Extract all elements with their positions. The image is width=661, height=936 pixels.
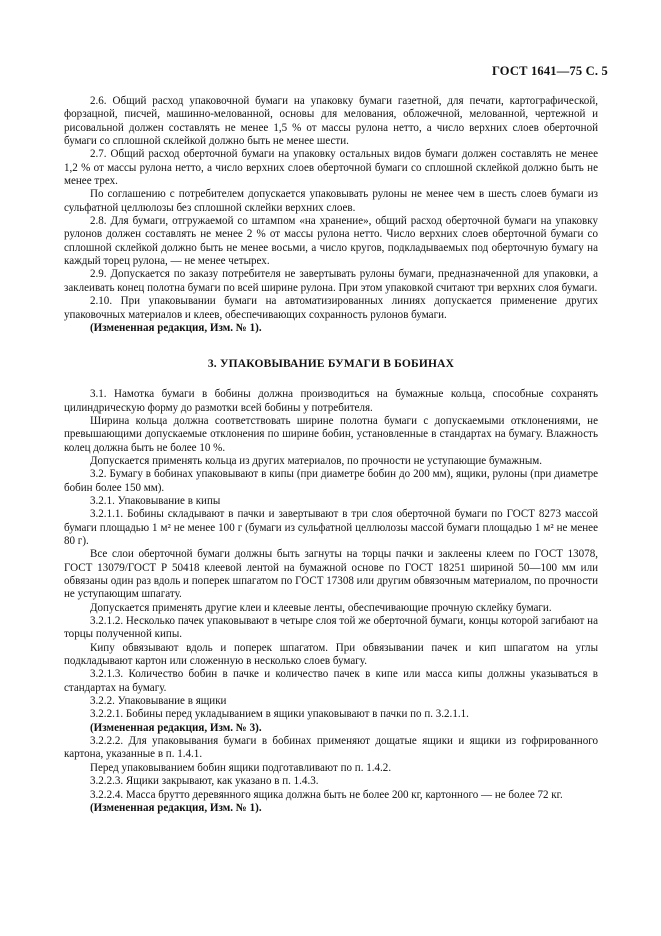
amendment-note-1: (Измененная редакция, Изм. № 1). <box>90 321 262 334</box>
paragraph-2-9: 2.9. Допускается по заказу потребителя не завертывать рулоны бумаги, предназначенной для упаковки, а заклеивать конец полотна бумаги по всей ширине рулона. При этом упаковкой считают три верхних слоя бумаги. <box>64 268 598 294</box>
paragraph-2-7-agreement: По соглашению с потребителем допускается упаковывать рулоны не менее чем в шесть слоев бумаги из сульфатной целлюлозы без сплошной склейки верхних слоев. <box>64 188 598 214</box>
paragraph-3-2-1-1-layers: Все слои оберточной бумаги должны быть загнуты на торцы пачки и заклеены клеем по ГОСТ 13078, ГОСТ 13079/ГОСТ Р 50418 клеевой лентой на бумажной основе по ГОСТ 18251 шириной 50—100 мм или обвязаны один раз вдоль и поперек шпагатом по ГОСТ 17308 или другим обвязочным материалом, по прочности не уступающим шпагату. <box>64 548 598 601</box>
paragraph-2-6: 2.6. Общий расход упаковочной бумаги на упаковку бумаги газетной, для печати, картографической, форзацной, писчей, машинно-мелованной, основы для мелования, обложечной, мелованной, чертежной и рисовальной должен составлять не менее 1,5 % от массы рулона нетто, а число верхних слоев оберточной бумаги со сплошной склейкой должно быть не менее шести. <box>64 95 598 148</box>
amendment-note-3: (Измененная редакция, Изм. № 3). <box>90 721 262 734</box>
paragraph-3-2-2-2: 3.2.2.2. Для упаковывания бумаги в бобинах применяют дощатые ящики и ящики из гофрированного картона, указанные в п. 1.4.1. <box>64 735 598 761</box>
page-content <box>64 95 598 815</box>
amendment-note-1b: (Измененная редакция, Изм. № 1). <box>90 801 262 814</box>
paragraph-3-1-width: Ширина кольца должна соответствовать ширине полотна бумаги с допускаемыми отклонениями, не превышающими допускаемые отклонения по ширине бобин, установленные в стандартах на бумагу. Влажность колец должна быть не более 10 %. <box>64 414 598 454</box>
paragraph-3-2-2-2-prep: Перед упаковыванием бобин ящики подготавливают по п. 1.4.2. <box>90 761 392 774</box>
paragraph-3-2-1-1-glues: Допускается применять другие клеи и клеевые ленты, обеспечивающие прочную склейку бумаги. <box>90 601 552 614</box>
paragraph-2-8: 2.8. Для бумаги, отгружаемой со штампом «на хранение», общий расход оберточной бумаги на упаковку рулонов должен составлять не менее 2 % от массы рулона нетто. Число верхних слоев оберточной бумаги со сплошной склейкой должно быть не менее восьми, а число кругов, подкладываемых под оберточную бумагу на каждый торец рулона, — не менее четырех. <box>64 215 598 268</box>
paragraph-3-2-2-4: 3.2.2.4. Масса брутто деревянного ящика должна быть не более 200 кг, картонного — не более 72 кг. <box>90 788 563 801</box>
paragraph-3-2-2-3: 3.2.2.3. Ящики закрывают, как указано в п. 1.4.3. <box>90 775 319 788</box>
paragraph-2-10: 2.10. При упаковывании бумаги на автоматизированных линиях допускается применение других упаковочных материалов и клеев, обеспечивающих сохранность рулонов бумаги. <box>64 295 598 321</box>
paragraph-3-2-2: 3.2.2. Упаковывание в ящики <box>90 695 227 708</box>
section-3-title: 3. УПАКОВЫВАНИЕ БУМАГИ В БОБИНАХ <box>207 358 455 371</box>
paragraph-3-2: 3.2. Бумагу в бобинах упаковывают в кипы (при диаметре бобин до 200 мм), ящики, рулоны (при диаметре бобин более 150 мм). <box>64 468 598 494</box>
paragraph-3-2-1-1: 3.2.1.1. Бобины складывают в пачки и завертывают в три слоя оберточной бумаги по ГОСТ 8273 массой бумаги площадью 1 м² не менее 100 г (бумаги из сульфатной целлюлозы массой бумаги площадью 1 м² не менее 80 г). <box>64 508 598 547</box>
paragraph-3-2-1: 3.2.1. Упаковывание в кипы <box>90 494 221 507</box>
paragraph-2-7: 2.7. Общий расход оберточной бумаги на упаковку остальных видов бумаги должен составлять не менее 1,2 % от массы рулона нетто, а число верхних слоев оберточной бумаги со сплошной склейкой должно быть не менее трех. <box>64 148 598 188</box>
paragraph-3-2-1-2-twine: Кипу обвязывают вдоль и поперек шпагатом. При обвязывании пачек и кип шпагатом на углы подкладывают картон или сложенную в несколько слоев бумагу. <box>64 641 598 668</box>
paragraph-3-1: 3.1. Намотка бумаги в бобины должна производиться на бумажные кольца, способные сохранять цилиндрическую форму до размотки всей бобины у потребителя. <box>64 388 598 414</box>
paragraph-3-1-rings: Допускается применять кольца из других материалов, по прочности не уступающие бумажным. <box>90 454 543 467</box>
paragraph-3-2-1-2: 3.2.1.2. Несколько пачек упаковывают в четыре слоя той же оберточной бумаги, концы которой загибают на торцы полученной кипы. <box>64 615 598 641</box>
paragraph-3-2-1-3: 3.2.1.3. Количество бобин в пачке и количество пачек в кипе или масса кипы должны указываться в стандартах на бумагу. <box>64 668 598 694</box>
page-header: ГОСТ 1641—75 С. 5 <box>491 64 608 78</box>
paragraph-3-2-2-1: 3.2.2.1. Бобины перед укладыванием в ящики упаковывают в пачки по п. 3.2.1.1. <box>90 708 469 721</box>
